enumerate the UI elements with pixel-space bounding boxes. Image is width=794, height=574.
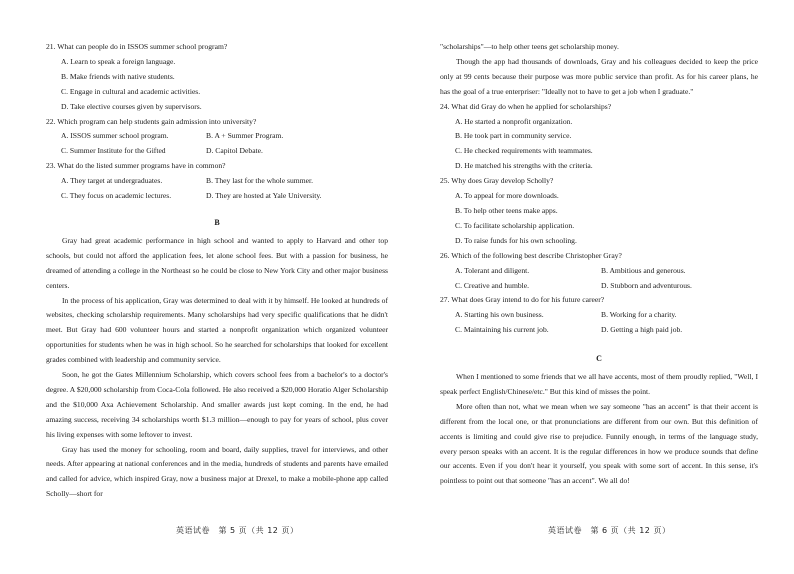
question-22-stem: 22. Which program can help students gain admission into university?	[46, 116, 257, 126]
question-26-option-c: C. Creative and humble.	[455, 280, 530, 290]
question-23-option-c: C. They focus on academic lectures.	[61, 191, 172, 201]
question-24-option-d: D. He matched his strengths with the criteria.	[455, 161, 593, 171]
question-21-option-c: C. Engage in cultural and academic activities.	[61, 86, 201, 96]
question-27-option-c: C. Maintaining his current job.	[455, 325, 549, 335]
question-23-stem: 23. What do the listed summer programs have in common?	[46, 161, 226, 171]
passage-b-paragraph-3: Soon, he got the Gates Millennium Scholarship, which covers school fees from a bachelor's to a doctor's degree. A $20,000 scholarship from Coca-Cola followed. He also received a $20,000 Horatio Alger Scholarship and the $10,000 Axa Achievement Scholarship. And smaller awards just kept coming. In the end, he had amazing success, receiving 34 scholarships worth $1.3 million—enough to pay for years of school, plus cover his living expenses with some leftover to invest.	[46, 370, 388, 439]
question-23-option-a: A. They target at undergraduates.	[61, 176, 163, 186]
question-22-option-b: B. A + Summer Program.	[206, 131, 284, 141]
passage-b-continued-2: Though the app had thousands of downloads, Gray and his colleagues decided to keep the price only at 99 cents because their purpose was more public service than profit. As for his career plans, he has the goal of a true enterpriser: "Ideally not to have to get a job when I graduate."	[440, 56, 758, 96]
question-21-option-d: D. Take elective courses given by supervisors.	[61, 101, 202, 111]
question-22-option-d: D. Capitol Debate.	[206, 146, 263, 156]
question-25-option-a: A. To appeal for more downloads.	[455, 191, 559, 201]
question-27-row-2	[455, 323, 758, 338]
question-23-row-1	[61, 174, 388, 189]
question-24-stem: 24. What did Gray do when he applied for scholarships?	[440, 101, 612, 111]
question-24-option-c: C. He checked requirements with teammates.	[455, 146, 593, 156]
question-23-option-b: B. They last for the whole summer.	[206, 176, 313, 186]
question-27-stem: 27. What does Gray intend to do for his future career?	[440, 295, 605, 305]
question-25-option-d: D. To raise funds for his own schooling.	[455, 235, 577, 245]
page-footer-left: 英语试卷 第 5 页（共 12 页）	[176, 526, 299, 535]
question-22-option-a: A. ISSOS summer school program.	[61, 131, 169, 141]
passage-b-paragraph-1: Gray had great academic performance in high school and wanted to apply to Harvard and other top schools, but could not afford the application fees, let alone school fees. But with a passion for business, he dreamed of attending a college in the Northeast so he could be close to New York City and other major business centers.	[46, 235, 388, 290]
question-27-option-a: A. Starting his own business.	[455, 310, 544, 320]
question-22-row-1	[61, 129, 388, 144]
page-footer-right: 英语试卷 第 6 页（共 12 页）	[548, 526, 671, 535]
question-26-stem: 26. Which of the following best describe Christopher Gray?	[440, 250, 622, 260]
passage-c-paragraph-2: More often than not, what we mean when we say someone "has an accent" is that their accent is different from the local one, or that pronunciations are different from our own. But this definition of accents is limiting and could give rise to prejudice. Funnily enough, in terms of the language study, every person speaks with an accent. It is the regular differences in how we produce sounds that define our accents. Even if you don't hear it yourself, you speak with some sort of accent. In this sense, it's pointless to point out that someone "has an accent". We all do!	[440, 401, 758, 486]
question-26-option-d: D. Stubborn and adventurous.	[601, 280, 692, 290]
question-24-option-b: B. He took part in community service.	[455, 131, 572, 141]
section-b-heading: B	[214, 217, 220, 227]
question-26-option-a: A. Tolerant and diligent.	[455, 265, 530, 275]
question-27-option-b: B. Working for a charity.	[601, 310, 677, 320]
question-21-option-b: B. Make friends with native students.	[61, 71, 175, 81]
question-21-option-a: A. Learn to speak a foreign language.	[61, 56, 176, 66]
question-25-option-b: B. To help other teens make apps.	[455, 205, 558, 215]
question-25-option-c: C. To facilitate scholarship application.	[455, 220, 575, 230]
question-26-option-b: B. Ambitious and generous.	[601, 265, 686, 275]
passage-c-paragraph-1: When I mentioned to some friends that we all have accents, most of them proudly replied, "Well, I speak perfect English/Chinese/etc." But this kind of misses the point.	[440, 372, 758, 396]
question-25-stem: 25. Why does Gray develop Scholly?	[440, 176, 554, 186]
passage-b-continued-1: "scholarships"—to help other teens get scholarship money.	[440, 42, 619, 51]
passage-b-paragraph-4: Gray has used the money for schooling, room and board, daily supplies, travel for interviews, and other needs. After appearing at national conferences and in the media, hundreds of students and parents have emailed and called for advice, which inspired Gray, now a business major at Drexel, to make a mobile-phone app called Scholly—short for	[46, 444, 388, 499]
question-23-option-d: D. They are hosted at Yale University.	[206, 191, 322, 201]
question-27-row-1	[455, 308, 758, 323]
section-c-heading: C	[596, 354, 602, 364]
question-27-option-d: D. Getting a high paid job.	[601, 325, 683, 335]
left-page	[46, 40, 388, 502]
question-24-option-a: A. He started a nonprofit organization.	[455, 116, 573, 126]
question-22-row-2	[61, 144, 388, 159]
right-page	[440, 40, 758, 489]
question-22-option-c: C. Summer Institute for the Gifted	[61, 146, 166, 156]
question-26-row-1	[455, 264, 758, 279]
question-26-row-2	[455, 279, 758, 294]
question-23-row-2	[61, 189, 388, 204]
question-21-stem: 21. What can people do in ISSOS summer school program?	[46, 42, 228, 51]
passage-b-paragraph-2: In the process of his application, Gray was determined to deal with it by himself. He looked at hundreds of websites, checking scholarship requirements. Many scholarships had very specific qualifications that he didn't meet. But Gray had 600 volunteer hours and started a nonprofit organization which organized volunteer opportunities for students when he was in high school. So he searched for scholarships that looked for excellent grades combined with leadership and community service.	[46, 295, 388, 365]
